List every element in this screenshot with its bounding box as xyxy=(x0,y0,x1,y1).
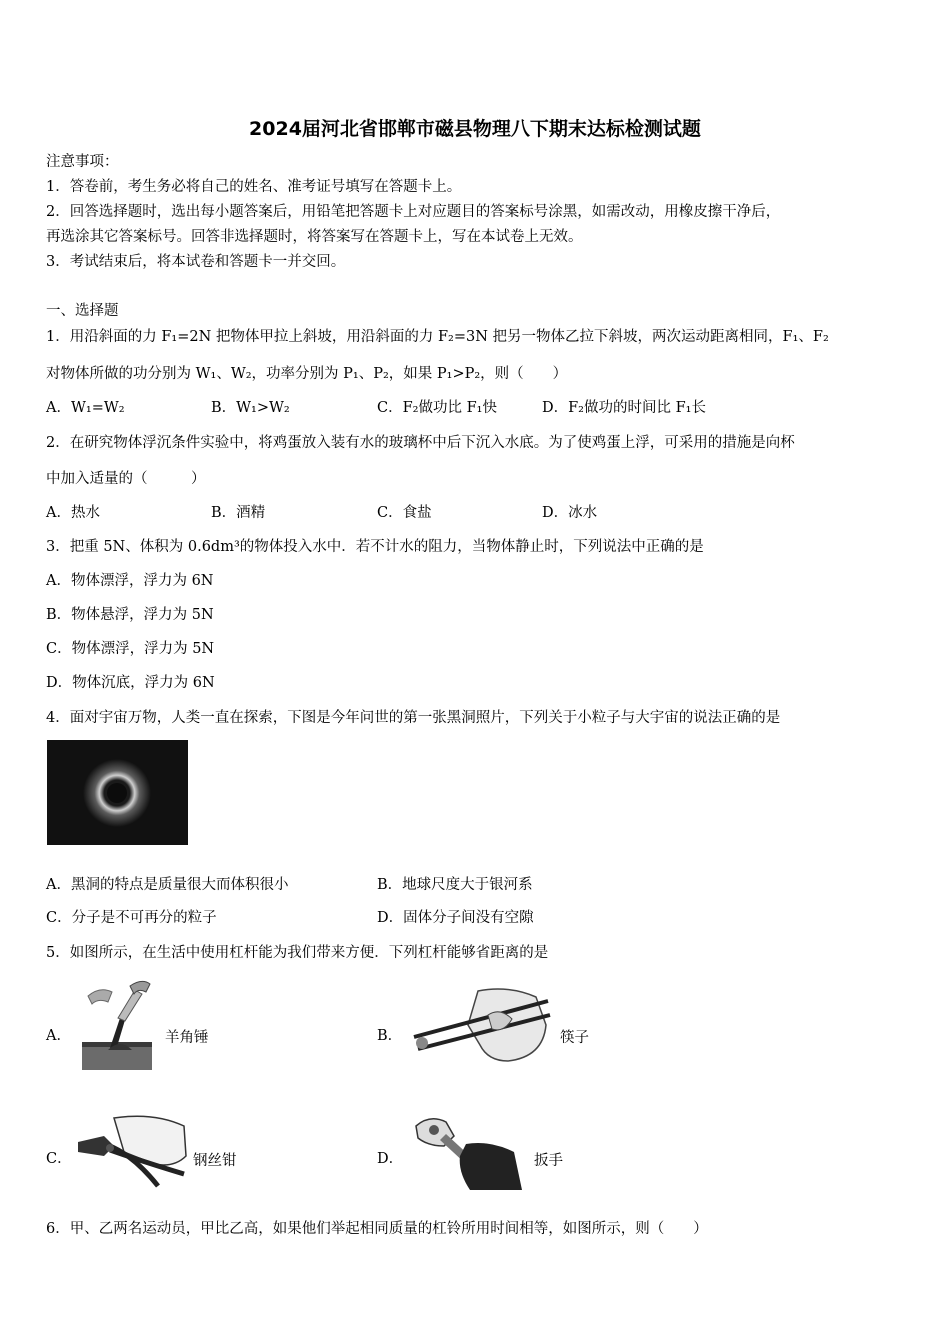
question-6-line1: 6．甲、乙两名运动员，甲比乙高，如果他们举起相同质量的杠铃所用时间相等，如图所示，则（ ） xyxy=(46,1221,708,1237)
question-5-line1: 5．如图所示，在生活中使用杠杆能为我们带来方便．下列杠杆能够省距离的是 xyxy=(46,945,549,961)
claw-hammer-image xyxy=(80,978,156,1073)
wire-pliers-image xyxy=(74,1112,190,1192)
option-d: D．固体分子间没有空隙 xyxy=(377,910,534,926)
notice-heading: 注意事项： xyxy=(46,154,119,170)
option-a: A．W₁=W₂ xyxy=(46,400,125,416)
wrench-image xyxy=(410,1112,526,1192)
option-a-letter: A． xyxy=(46,1028,71,1044)
option-a: A．热水 xyxy=(46,505,100,521)
black-hole-photo xyxy=(47,740,188,845)
notice-item: 再选涂其它答案标号。回答非选择题时，将答案写在答题卡上，写在本试卷上无效。 xyxy=(46,229,583,245)
section-heading: 一、选择题 xyxy=(46,303,119,319)
option-d: D．F₂做功的时间比 F₁长 xyxy=(542,400,706,416)
question-3-line1: 3．把重 5N、体积为 0.6dm³的物体投入水中．若不计水的阻力，当物体静止时，下列说法中正确的是 xyxy=(46,539,704,555)
option-b-letter: B． xyxy=(377,1028,403,1044)
option-a-name: 羊角锤 xyxy=(165,1030,209,1046)
question-2-line2: 中加入适量的（ ） xyxy=(46,471,206,487)
option-b: B．酒精 xyxy=(211,505,266,521)
question-1-line1: 1．用沿斜面的力 F₁=2N 把物体甲拉上斜坡，用沿斜面的力 F₂=3N 把另一物体乙拉下斜坡，两次运动距离相同，F₁、F₂ xyxy=(46,329,829,345)
option-b-name: 筷子 xyxy=(560,1030,589,1046)
option-a: A．物体漂浮，浮力为 6N xyxy=(46,573,214,589)
question-2-line1: 2．在研究物体浮沉条件实验中，将鸡蛋放入装有水的玻璃杯中后下沉入水底。为了使鸡蛋上浮，可采用的措施是向杯 xyxy=(46,435,795,451)
option-c: C．物体漂浮，浮力为 5N xyxy=(46,641,215,657)
option-c-letter: C． xyxy=(46,1151,72,1167)
option-c-name: 钢丝钳 xyxy=(193,1153,237,1169)
page-title: 2024届河北省邯郸市磁县物理八下期末达标检测试题 xyxy=(249,118,701,140)
option-c: C．分子是不可再分的粒子 xyxy=(46,910,217,926)
option-a: A．黑洞的特点是质量很大而体积很小 xyxy=(46,877,289,893)
notice-item: 2．回答选择题时，选出每小题答案后，用铅笔把答题卡上对应题目的答案标号涂黑，如需改动，用橡皮擦干净后， xyxy=(46,204,781,220)
option-d: D．冰水 xyxy=(542,505,598,521)
option-b: B．地球尺度大于银河系 xyxy=(377,877,533,893)
notice-item: 1．答卷前，考生务必将自己的姓名、准考证号填写在答题卡上。 xyxy=(46,179,462,195)
option-d-letter: D． xyxy=(377,1151,404,1167)
option-c: C．F₂做功比 F₁快 xyxy=(377,400,497,416)
chopsticks-image xyxy=(408,985,553,1065)
notice-item: 3．考试结束后，将本试卷和答题卡一并交回。 xyxy=(46,254,346,270)
option-d: D．物体沉底，浮力为 6N xyxy=(46,675,215,691)
option-c: C．食盐 xyxy=(377,505,432,521)
question-1-line2: 对物体所做的功分别为 W₁、W₂，功率分别为 P₁、P₂，如果 P₁>P₂，则（ ） xyxy=(46,366,568,382)
option-b: B．物体悬浮，浮力为 5N xyxy=(46,607,214,623)
option-d-name: 扳手 xyxy=(534,1153,563,1169)
question-4-line1: 4．面对宇宙万物，人类一直在探索，下图是今年问世的第一张黑洞照片，下列关于小粒子与大宇宙的说法正确的是 xyxy=(46,710,781,726)
option-b: B．W₁>W₂ xyxy=(211,400,290,416)
